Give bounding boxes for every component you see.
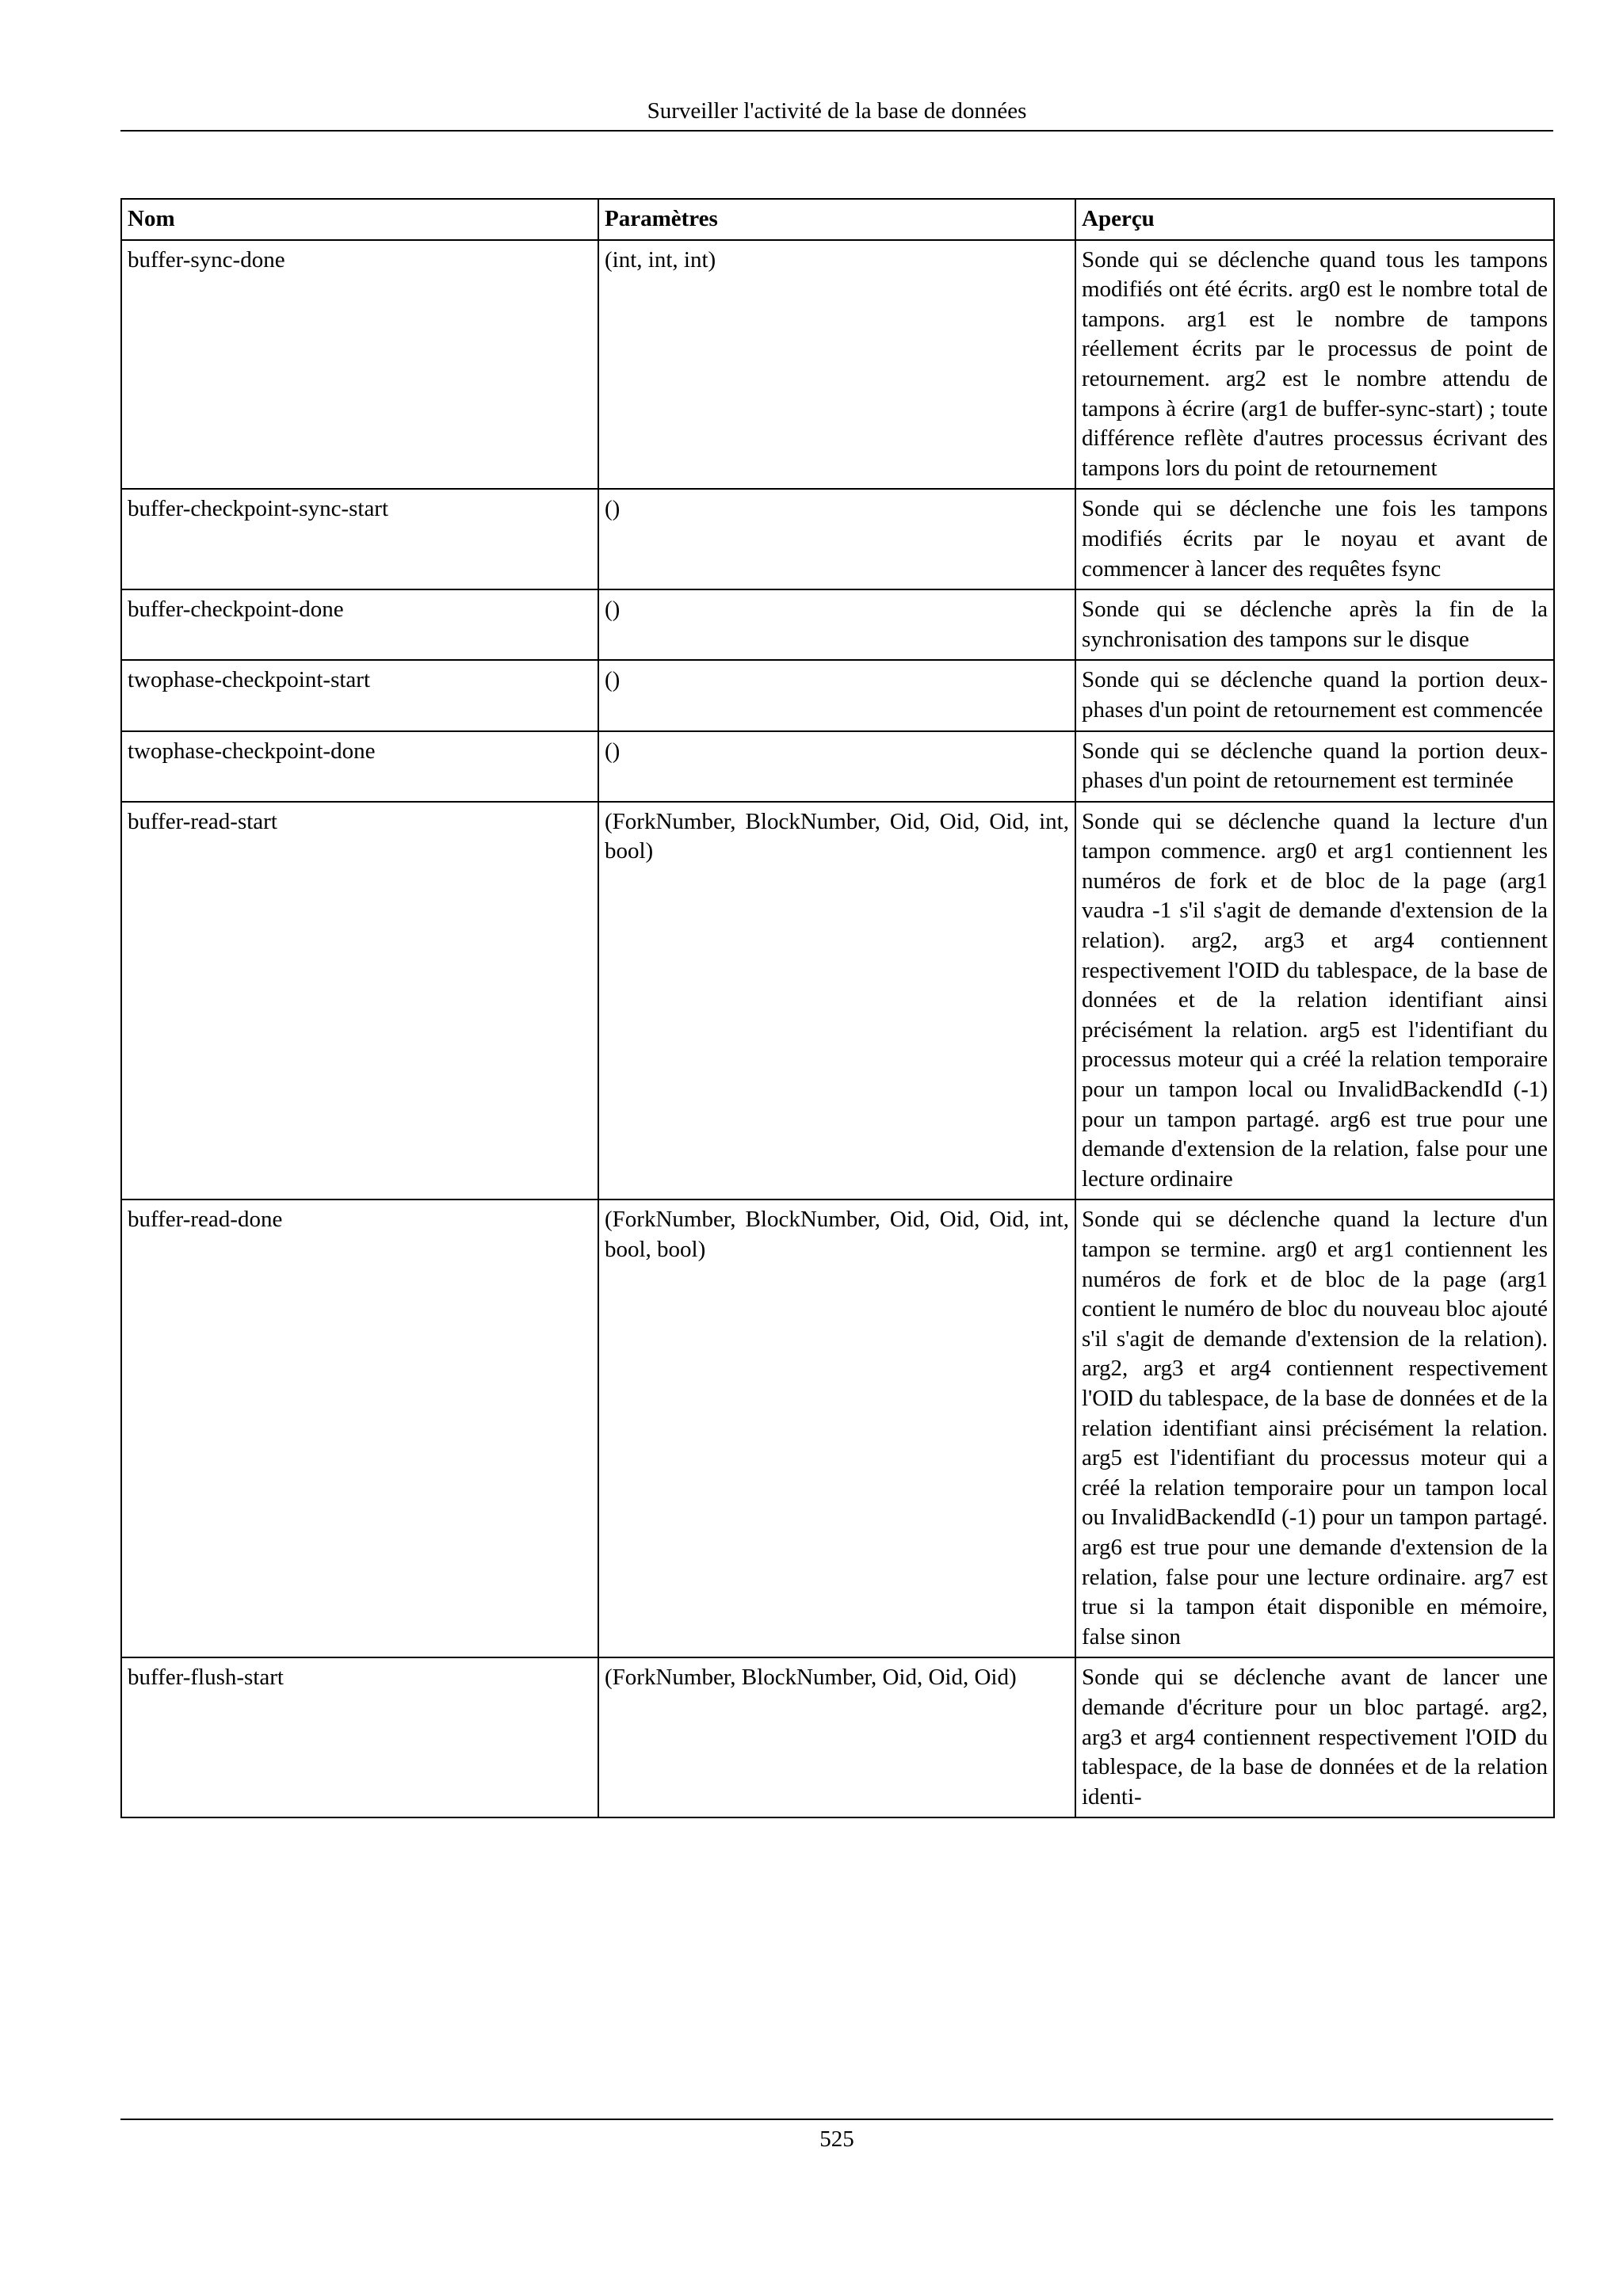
probe-params: () — [598, 660, 1075, 730]
table-row — [121, 731, 1554, 802]
page-header-title: Surveiller l'activité de la base de données — [647, 98, 1027, 124]
probe-description: Sonde qui se déclenche après la fin de la synchronisation des tampons sur le disque — [1075, 589, 1554, 660]
column-header-name: Nom — [121, 199, 598, 240]
table-row — [121, 1199, 1554, 1657]
column-header-overview: Aperçu — [1075, 199, 1554, 240]
probe-params: () — [598, 489, 1075, 589]
table-row — [121, 240, 1554, 490]
table-row — [121, 1657, 1554, 1817]
probe-name: buffer-read-start — [121, 802, 598, 1200]
probe-name: buffer-checkpoint-sync-start — [121, 489, 598, 589]
table-header-row — [121, 199, 1554, 240]
probe-params: (ForkNumber, BlockNumber, Oid, Oid, Oid, int, bool, bool) — [598, 1199, 1075, 1657]
table-row — [121, 589, 1554, 660]
probe-name: twophase-checkpoint-done — [121, 731, 598, 802]
probe-description: Sonde qui se déclenche une fois les tampons modifiés écrits par le noyau et avant de commencer à lancer des requêtes fsync — [1075, 489, 1554, 589]
page-header — [120, 93, 1553, 132]
probe-name: buffer-flush-start — [121, 1657, 598, 1817]
page-number: 525 — [819, 2126, 854, 2152]
table-row — [121, 489, 1554, 589]
table-row — [121, 802, 1554, 1200]
probe-params: () — [598, 589, 1075, 660]
probe-description: Sonde qui se déclenche quand la lecture d'un tampon se termine. arg0 et arg1 contiennent les numéros de fork et de bloc de la page (arg1 contient le numéro de bloc du nouveau bloc ajouté s'il s'agit de demande d'extension de la relation). arg2, arg3 et arg4 contiennent respectivement l'OID du tablespace, de la base de données et de la relation identifiant ainsi précisément la relation. arg5 est l'identifiant du processus moteur qui a créé la relation temporaire pour un tampon local ou InvalidBackendId (-1) pour un tampon partagé. arg6 est true pour une demande d'extension de la relation, false pour une lecture ordinaire. arg7 est true si la tampon était disponible en mémoire, false sinon — [1075, 1199, 1554, 1657]
probe-params: (int, int, int) — [598, 240, 1075, 490]
page-footer — [120, 2119, 1553, 2155]
probe-description: Sonde qui se déclenche avant de lancer une demande d'écriture pour un bloc partagé. arg2, arg3 et arg4 contiennent respectivement l'OID du tablespace, de la base de données et de la relation identi- — [1075, 1657, 1554, 1817]
probe-params: (ForkNumber, BlockNumber, Oid, Oid, Oid, int, bool) — [598, 802, 1075, 1200]
probe-description: Sonde qui se déclenche quand la lecture d'un tampon commence. arg0 et arg1 contiennent les numéros de fork et de bloc de la page (arg1 vaudra -1 s'il s'agit de demande d'extension de la relation). arg2, arg3 et arg4 contiennent respectivement l'OID du tablespace, de la base de données et de la relation identifiant ainsi précisément la relation. arg5 est l'identifiant du processus moteur qui a créé la relation temporaire pour un tampon local ou InvalidBackendId (-1) pour un tampon partagé. arg6 est true pour une demande d'extension de la relation, false pour une lecture ordinaire — [1075, 802, 1554, 1200]
probe-table — [120, 198, 1555, 1818]
probe-params: (ForkNumber, BlockNumber, Oid, Oid, Oid) — [598, 1657, 1075, 1817]
probe-description: Sonde qui se déclenche quand la portion deux-phases d'un point de retournement est commencée — [1075, 660, 1554, 730]
probe-name: buffer-read-done — [121, 1199, 598, 1657]
probe-params: () — [598, 731, 1075, 802]
probe-name: twophase-checkpoint-start — [121, 660, 598, 730]
probe-description: Sonde qui se déclenche quand la portion deux-phases d'un point de retournement est terminée — [1075, 731, 1554, 802]
column-header-params: Paramètres — [598, 199, 1075, 240]
table-row — [121, 660, 1554, 730]
probe-name: buffer-sync-done — [121, 240, 598, 490]
probe-name: buffer-checkpoint-done — [121, 589, 598, 660]
probe-description: Sonde qui se déclenche quand tous les tampons modifiés ont été écrits. arg0 est le nombre total de tampons. arg1 est le nombre de tampons réellement écrits par le processus de point de retournement. arg2 est le nombre attendu de tampons à écrire (arg1 de buffer-sync-start) ; toute différence reflète d'autres processus écrivant des tampons lors du point de retournement — [1075, 240, 1554, 490]
